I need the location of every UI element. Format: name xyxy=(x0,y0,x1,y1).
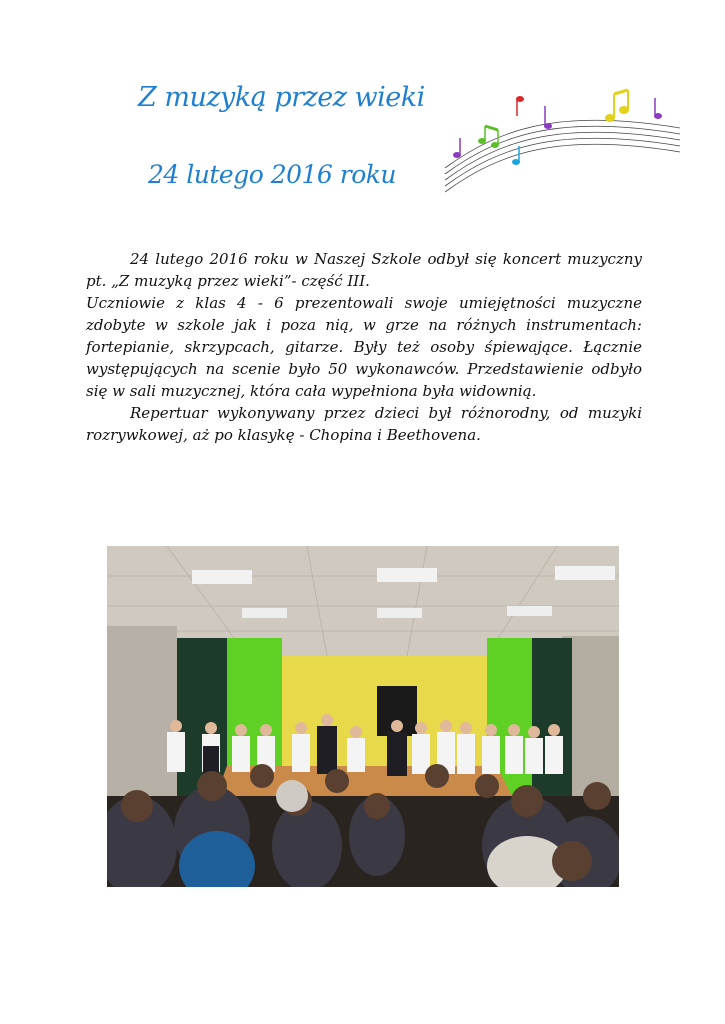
paragraph: Repertuar wykonywany przez dzieci był różnorodny, od muzyki rozrywkowej, aż po klasykę - Chopina i Beethovena. xyxy=(86,404,642,444)
paragraph: 24 lutego 2016 roku w Naszej Szkole odbył się koncert muzyczny pt. „Z muzyką przez wieki”- część III. xyxy=(86,250,642,290)
page-title: Z muzyką przez wieki xyxy=(138,82,425,113)
paragraph: Uczniowie z klas 4 - 6 prezentowali swoje umiejętności muzyczne zdobyte w szkole jak i poza nią, w grze na różnych instrumentach: fortepianie, skrzypcach, gitarze. Były też osoby śpiewające. Łącznie występujących na scenie było 50 wykonawców. Przedstawienie odbyło się w sali muzycznej, która cała wypełniona była widownią. xyxy=(86,294,642,400)
article-text xyxy=(86,248,642,446)
music-notes-icon xyxy=(440,88,690,198)
concert-photo xyxy=(107,546,619,887)
event-date: 24 lutego 2016 roku xyxy=(148,160,397,189)
